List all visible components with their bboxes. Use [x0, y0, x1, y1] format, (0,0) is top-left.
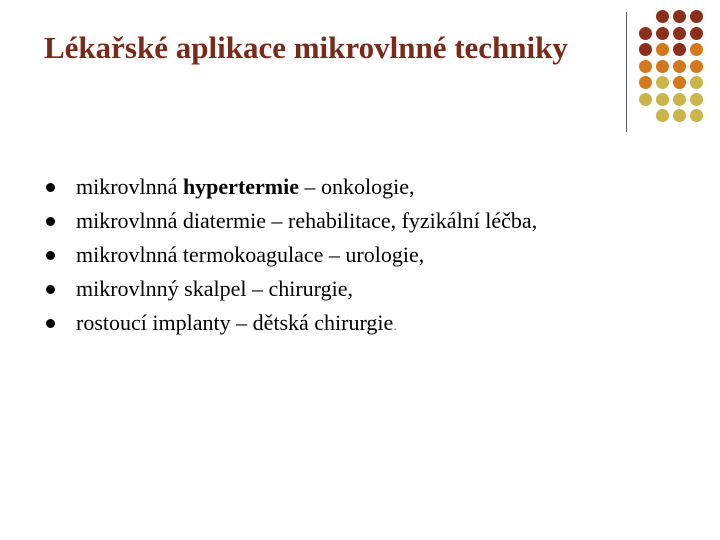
decor-dot [639, 109, 652, 122]
decor-dot [656, 109, 669, 122]
decor-dot [673, 60, 686, 73]
decor-dot [673, 43, 686, 56]
decor-dot [639, 43, 652, 56]
decor-dot [639, 27, 652, 40]
decor-dot [656, 10, 669, 23]
decor-dot [690, 60, 703, 73]
decor-dot [673, 93, 686, 106]
decor-dot [690, 10, 703, 23]
decor-dot [656, 27, 669, 40]
decor-dot [673, 27, 686, 40]
bullet-icon [46, 285, 55, 294]
bullet-icon [46, 183, 55, 192]
list-item-text: mikrovlnná diatermie – rehabilitace, fyzikální léčba, [76, 208, 538, 233]
list-item-text: mikrovlnný skalpel – chirurgie, [76, 276, 353, 301]
decor-dot [639, 60, 652, 73]
list-item [44, 170, 537, 204]
list-item-text: mikrovlnná hypertermie – onkologie, [76, 174, 415, 199]
bullet-icon [46, 251, 55, 260]
bullet-list [44, 170, 537, 340]
decor-dot [639, 76, 652, 89]
list-item [44, 204, 537, 238]
list-item-text: mikrovlnná termokoagulace – urologie, [76, 242, 425, 267]
decor-dot [690, 43, 703, 56]
decor-dot [673, 10, 686, 23]
dot-grid-decoration-icon [639, 10, 703, 126]
decor-dot [673, 109, 686, 122]
slide-title: Lékařské aplikace mikrovlnné techniky [44, 30, 568, 65]
decor-dot [656, 76, 669, 89]
list-item-text: rostoucí implanty – dětská chirurgie. [76, 310, 397, 335]
decor-dot [690, 109, 703, 122]
decor-dot [656, 60, 669, 73]
divider-line [626, 12, 627, 132]
list-item [44, 238, 537, 272]
decor-dot [673, 76, 686, 89]
decor-dot [656, 43, 669, 56]
decor-dot [639, 10, 652, 23]
decor-dot [690, 76, 703, 89]
decor-dot [690, 93, 703, 106]
decor-dot [656, 93, 669, 106]
decor-dot [639, 93, 652, 106]
decor-dot [690, 27, 703, 40]
list-item [44, 272, 537, 306]
bullet-icon [46, 217, 55, 226]
bullet-icon [46, 319, 55, 328]
list-item [44, 306, 537, 340]
